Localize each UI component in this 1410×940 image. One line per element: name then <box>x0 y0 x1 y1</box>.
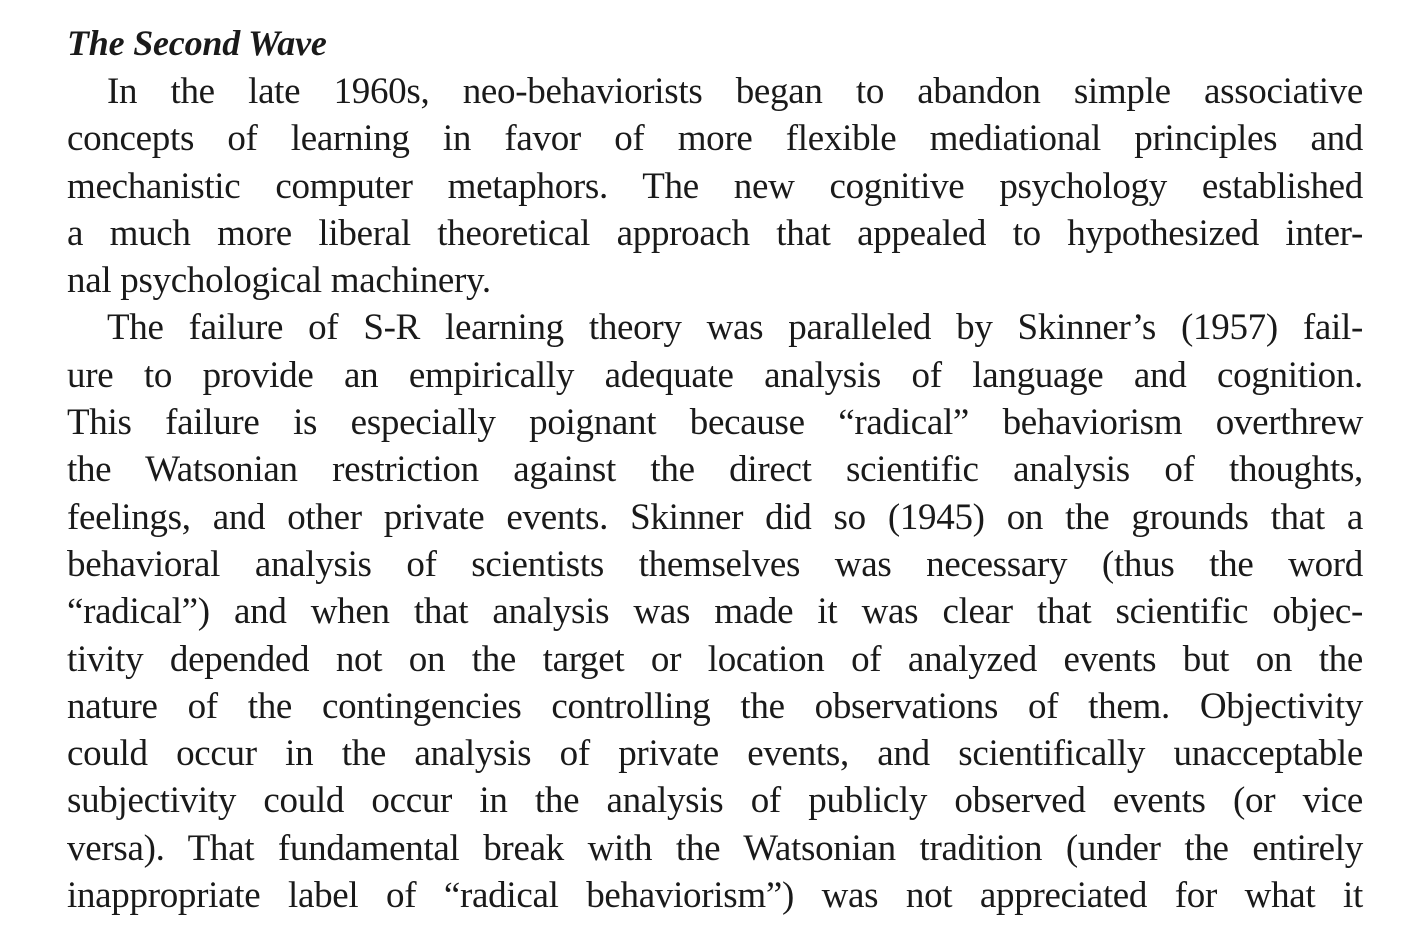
paragraph-1 <box>67 68 1363 304</box>
paragraph-line: a much more liberal theoretical approach that appealed to hypothesized inter- <box>67 212 1363 254</box>
paragraph-line: mechanistic computer metaphors. The new cognitive psychology established <box>67 165 1363 207</box>
paragraph-line: This failure is especially poignant because “radical” behaviorism overthrew <box>67 402 1363 444</box>
paragraph-2 <box>67 304 1363 919</box>
paragraph-line: behavioral analysis of scientists themselves was necessary (thus the word <box>67 543 1363 585</box>
paragraph-line: subjectivity could occur in the analysis of publicly observed events (or vice <box>67 780 1363 822</box>
page-content <box>67 18 1363 919</box>
paragraph-line: ure to provide an empirically adequate analysis of language and cognition. <box>67 354 1363 396</box>
paragraph-line: versa). That fundamental break with the Watsonian tradition (under the entirely <box>67 827 1363 869</box>
paragraph-line: nal psychological machinery. <box>67 260 491 302</box>
paragraph-line: inappropriate label of “radical behaviorism”) was not appreciated for what it <box>67 875 1363 917</box>
paragraph-line: nature of the contingencies controlling the observations of them. Objectivity <box>67 685 1363 727</box>
paragraph-line: tivity depended not on the target or location of analyzed events but on the <box>67 638 1363 680</box>
paragraph-line: The failure of S-R learning theory was paralleled by Skinner’s (1957) fail- <box>107 307 1363 349</box>
paragraph-line: concepts of learning in favor of more flexible mediational principles and <box>67 118 1363 160</box>
paragraph-line: the Watsonian restriction against the direct scientific analysis of thoughts, <box>67 449 1363 491</box>
section-heading: The Second Wave <box>67 23 327 63</box>
paragraph-line: could occur in the analysis of private events, and scientifically unacceptable <box>67 733 1363 775</box>
paragraph-line: In the late 1960s, neo-behaviorists began to abandon simple associative <box>107 71 1363 112</box>
paragraph-line: feelings, and other private events. Skinner did so (1945) on the grounds that a <box>67 496 1363 538</box>
paragraph-line: “radical”) and when that analysis was made it was clear that scientific objec- <box>67 591 1363 633</box>
